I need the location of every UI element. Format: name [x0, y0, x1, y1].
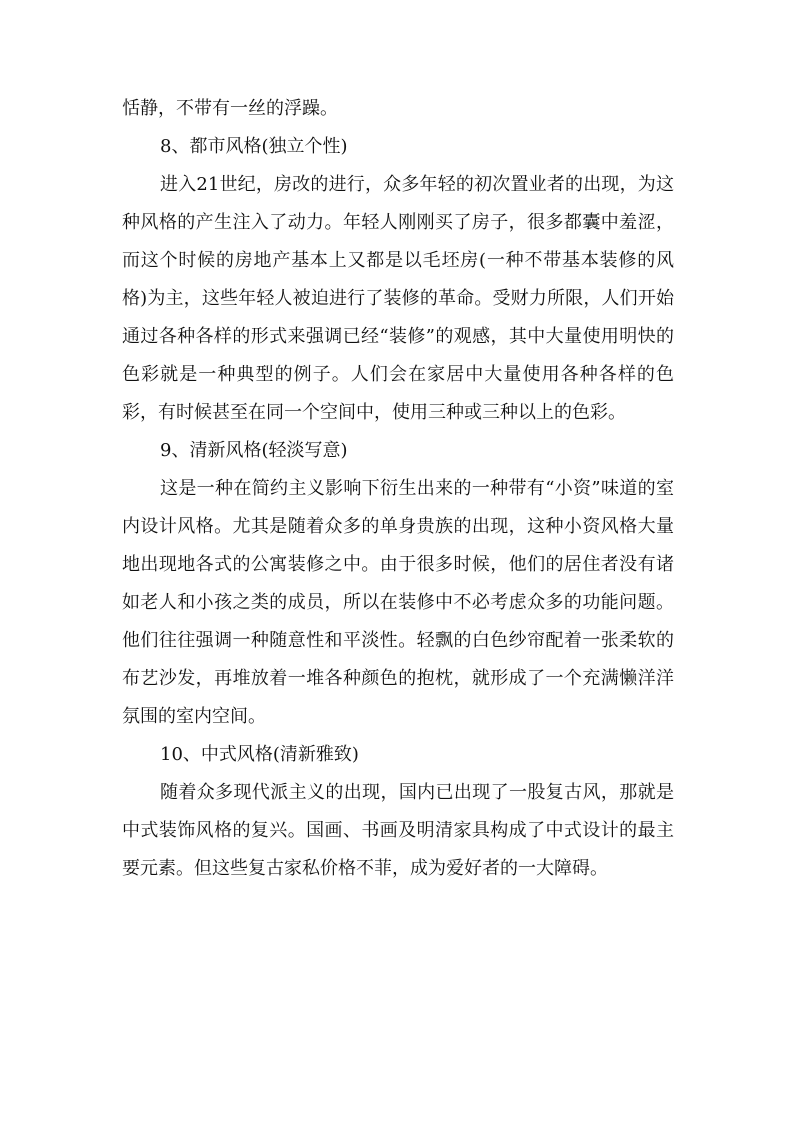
section-heading-9: 9、清新风格(轻淡写意)	[160, 440, 348, 461]
section-body-10: 随着众多现代派主义的出现，国内已出现了一股复古风，那就是中式装饰风格的复兴。国画、书画及明清家具构成了中式设计的最主要元素。但这些复古家私价格不菲，成为爱好者的一大障碍。	[122, 782, 674, 879]
section-body-8: 进入21世纪，房改的进行，众多年轻的初次置业者的出现，为这种风格的产生注入了动力。年轻人刚刚买了房子，很多都囊中羞涩，而这个时候的房地产基本上又都是以毛坯房(一种不带基本装修的风格)为主，这些年轻人被迫进行了装修的革命。受财力所限，人们开始通过各种各样的形式来强调已经“装修”的观感，其中大量使用明快的色彩就是一种典型的例子。人们会在家居中大量使用各种各样的色彩，有时候甚至在同一个空间中，使用三种或三种以上的色彩。	[122, 174, 674, 423]
lead-text: 恬静，不带有一丝的浮躁。	[122, 98, 338, 119]
section-heading-10: 10、中式风格(清新雅致)	[160, 744, 359, 765]
document-page	[122, 90, 674, 888]
section-body-9: 这是一种在简约主义影响下衍生出来的一种带有“小资”味道的室内设计风格。尤其是随着众多的单身贵族的出现，这种小资风格大量地出现地各式的公寓装修之中。由于很多时候，他们的居住者没有诸如老人和小孩之类的成员，所以在装修中不必考虑众多的功能问题。他们往往强调一种随意性和平淡性。轻飘的白色纱帘配着一张柔软的布艺沙发，再堆放着一堆各种颜色的抱枕，就形成了一个充满懒洋洋氛围的室内空间。	[122, 478, 674, 727]
section-heading-8: 8、都市风格(独立个性)	[160, 136, 348, 157]
